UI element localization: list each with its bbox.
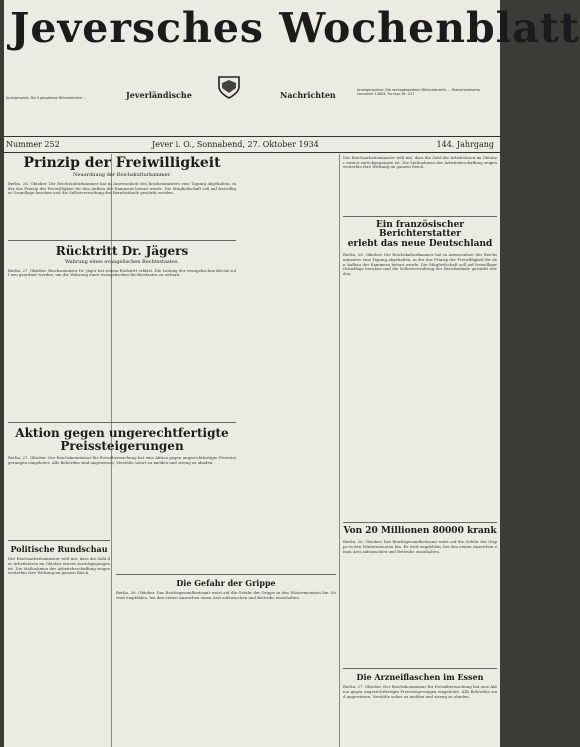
article-krank: [343, 518, 497, 554]
article-grippe: [116, 570, 336, 601]
divider: [8, 240, 236, 241]
headline: Preissteigerungen: [60, 438, 184, 453]
headline: erlebt das neue Deutschland: [347, 238, 493, 249]
divider: [8, 540, 110, 541]
headline: Ein französischer Berichterstatter: [375, 220, 465, 240]
article-body: Berlin, 26. Oktober. Das Reichsgesundheitsamt weist auf die Gefahr der Grippe in den Wintermonaten hin. Es wird empfohlen, bei den ersten Anzeichen einen Arzt aufzusuchen und Bettruhe einzuhalten.: [116, 590, 336, 600]
issue-number: Nummer 252: [6, 140, 60, 149]
article-jaeger: [8, 236, 236, 278]
article-body: Der Reichsarbeitsminister teilt mit, dass die Zahl der Arbeitslosen im Oktober erneut zurückgegangen ist. Die Maßnahmen der Arbeitsbeschaffung zeigen weiterhin ihre Wirkung im ganzen Reich.: [343, 155, 497, 170]
divider: [116, 574, 336, 575]
headline: Aktion gegen ungerechtfertigte: [15, 426, 229, 440]
subscription-note: Anzeigenpreis: Die 9 gespaltene Millimeterzeile ...: [6, 96, 86, 100]
article-arbeitslosigkeit: [343, 156, 497, 170]
headline: Von 20 Millionen 80000 krank: [343, 526, 497, 536]
article-body: Berlin, 27. Oktober. Reichsminister Dr. Jäger hat seinen Rücktritt erklärt. Die Leitung der evangelischen Kirche soll neu geordnet werden, um die Wahrung eines evangelischen Rechtsstaates zu sichern.: [8, 267, 236, 278]
subheadline: Wahrung eines evangelischen Rechtsstaates.: [64, 258, 180, 265]
headline: Politische Rundschau: [10, 544, 108, 554]
divider: [343, 522, 497, 523]
subheadline: Neuordnung der Reichskulturkammer.: [72, 171, 171, 178]
newspaper-title: Jeversches Wochenblatt: [10, 4, 580, 52]
headline: Die Gefahr der Grippe: [176, 578, 276, 588]
article-body: Berlin, 26. Oktober. Die Reichskulturkammer hat in Anwesenheit des Reichsministers eine Tagung abgehalten, in der das Prinzip der Freiwilligkeit für den Aufbau der Kammern betont wurde. Die Mitgliedschaft soll auf freiwilliger Grundlage beruhen und die Selbstverwaltung der Berufsstände gestärkt werden.: [343, 252, 497, 276]
article-freiwilligkeit: [8, 156, 236, 196]
article-body: Berlin, 27. Oktober. Der Reichskommissar für Preisüberwachung hat eine Aktion gegen ungerechtfertigte Preissteigerungen eingeleitet. Alle Behörden sind angewiesen, Verstöße sofort zu melden und streng zu ahnden.: [343, 684, 497, 699]
subtitle-right: Nachrichten: [280, 90, 336, 100]
divider: [343, 216, 497, 217]
issue-volume: 144. Jahrgang: [436, 140, 494, 149]
subtitle-left: Jeverländische: [126, 90, 192, 100]
coat-of-arms-icon: [216, 74, 242, 100]
advertisement-note: Anzeigenpreise: Die sechsgespaltene Millimeterzeile ... Postscheckkonto Hannover 13804. Fernspr. Nr. 237: [357, 88, 480, 97]
column-divider: [339, 154, 340, 747]
article-preise: [8, 418, 236, 465]
article-franzoesischer-berichterstatter: [343, 212, 497, 276]
headline: Die Arzneiflaschen im Essen: [356, 672, 484, 682]
article-body: Berlin, 26. Oktober. Die Reichskulturkammer hat in Anwesenheit des Reichsministers eine Tagung abgehalten, in der das Prinzip der Freiwilligkeit für den Aufbau der Kammern betont wurde. Die Mitgliedschaft soll auf freiwilliger Grundlage beruhen und die Selbstverwaltung der Berufsstände gestärkt werden.: [8, 180, 236, 196]
headline: Rücktritt Dr. Jägers: [55, 244, 189, 258]
article-arznei: [343, 664, 497, 699]
issue-date: Jever i. O., Sonnabend, 27. Oktober 1934: [152, 140, 319, 149]
newspaper-page: [4, 0, 580, 747]
article-body: Berlin, 27. Oktober. Der Reichskommissar für Preisüberwachung hat eine Aktion gegen ungerechtfertigte Preissteigerungen eingeleitet. Alle Behörden sind angewiesen, Verstöße sofort zu melden und streng zu ahnden.: [8, 455, 236, 465]
article-body: Der Reichsarbeitsminister teilt mit, dass die Zahl der Arbeitslosen im Oktober erneut zurückgegangen ist. Die Maßnahmen der Arbeitsbeschaffung zeigen weiterhin ihre Wirkung im ganzen Reich.: [8, 556, 110, 576]
masthead: [4, 0, 580, 138]
issue-bar: [4, 136, 500, 153]
divider: [343, 668, 497, 669]
headline: Prinzip der Freiwilligkeit: [23, 155, 221, 171]
divider: [8, 422, 236, 423]
article-body: Berlin, 26. Oktober. Das Reichsgesundheitsamt weist auf die Gefahr der Grippe in den Wintermonaten hin. Es wird empfohlen, bei den ersten Anzeichen einen Arzt aufzusuchen und Bettruhe einzuhalten.: [343, 539, 497, 554]
article-rundschau: [8, 536, 110, 576]
